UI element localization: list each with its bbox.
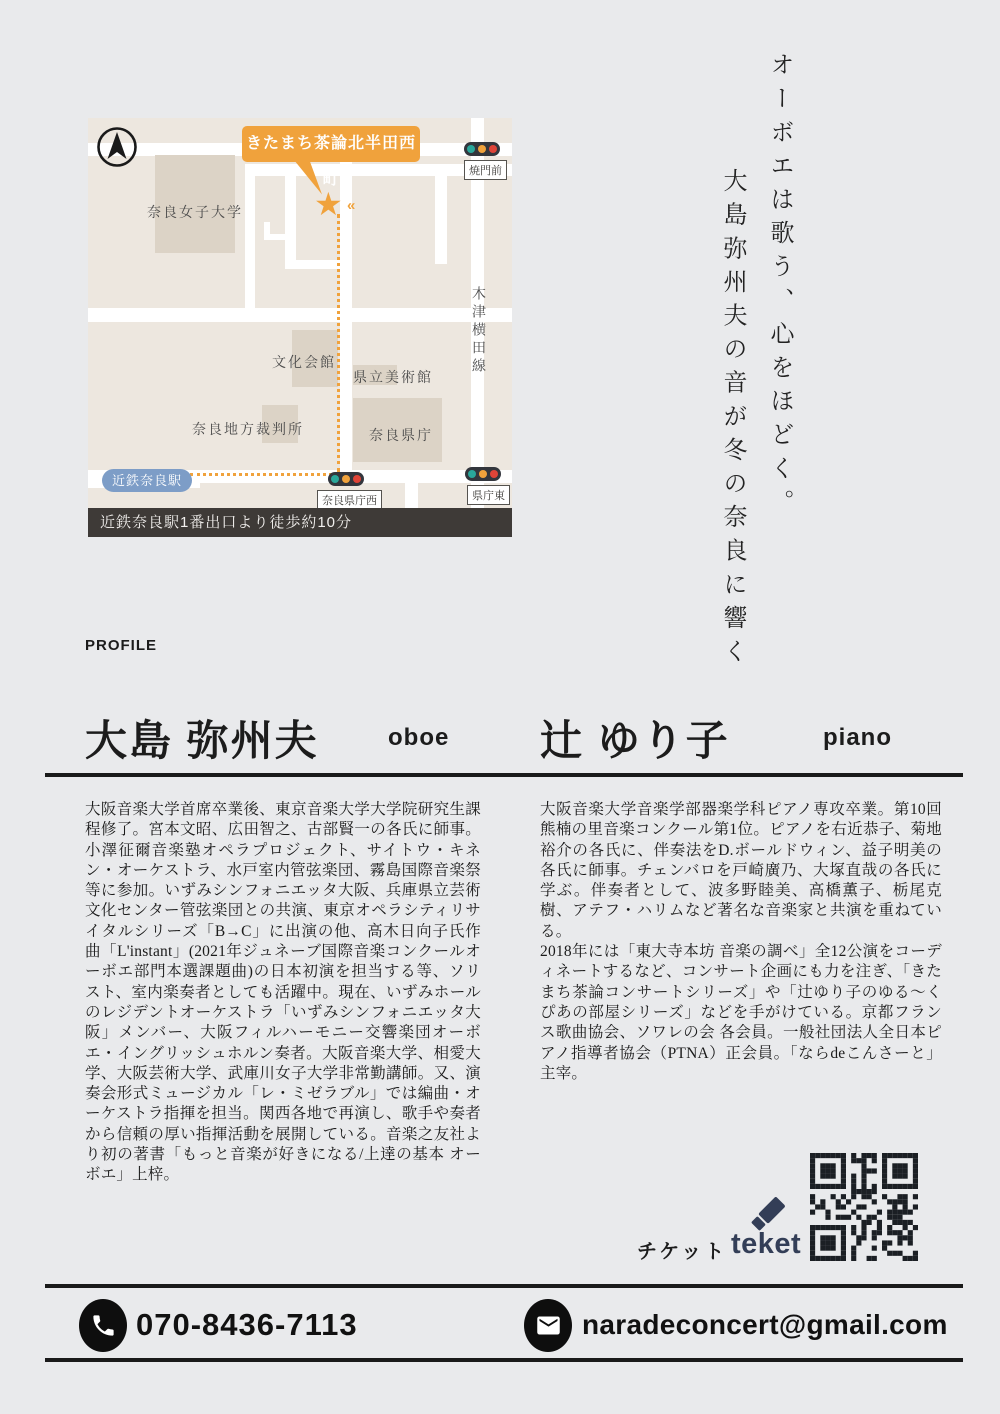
performer-instrument-piano: piano: [823, 724, 892, 751]
profile-section-label: PROFILE: [85, 637, 158, 654]
venue-callout: きたまち茶論北半田西町: [242, 126, 420, 162]
station-badge: 近鉄奈良駅: [102, 469, 192, 492]
signal-name-north: 焼門前: [464, 160, 507, 180]
performer-bio-oboe: 大阪音楽大学首席卒業後、東京音楽大学大学院研究生課程修了。宮本文昭、広田智之、古部賢一の各氏に師事。小澤征爾音楽塾オペラプロジェクト、サイトウ・キネン・オーケストラ、水戸室内管弦楽団、霧島国際音楽祭等に参加。いずみシンフォニエッタ大阪、兵庫県立芸術文化センター管弦楽団との共演、東京オペラシティリサイタルシリーズ「B→C」に出演の他、高木日向子氏作曲「L'instant」(2021年ジュネーブ国際音楽コンクールオーボエ部門本選課題曲)の日本初演を担当する等、ソリスト、室内楽奏者としても活躍中。現在、いずみホールのレジデントオーケストラ「いずみシンフォニエッタ大阪」メンバー、大阪フィルハーモニー交響楽団オーボエ・イングリッシュホルン奏者。大阪音楽大学、相愛大学、大阪芸術大学、武庫川女子大学非常勤講師。又、演奏会形式ミュージカル「レ・ミゼラブル」では編曲・オーケストラ指揮を担当。関西各地で再演し、歌手や奏者から信頼の厚い指揮活動を展開している。音楽之友社より初の著書「もっと音楽が好きになる/上達の基本 オーボエ」上梓。: [85, 801, 481, 1184]
map-label-pref-office: 奈良県庁: [369, 427, 433, 443]
signal-red-dot: [353, 475, 361, 483]
traffic-light-icon: [328, 472, 364, 486]
signal-yellow-dot: [478, 145, 486, 153]
map-label-road-name: 木津横田線: [471, 286, 487, 376]
access-map: [88, 118, 512, 508]
performer-name-oboe: 大島 弥州夫: [85, 717, 319, 764]
road: [285, 164, 296, 263]
performer-instrument-oboe: oboe: [388, 724, 450, 751]
map-access-note: 近鉄奈良駅1番出口より徒歩約10分: [88, 508, 512, 537]
map-label-district-court: 奈良地方裁判所: [192, 421, 304, 437]
venue-star-marker: ★: [314, 186, 343, 222]
walking-route-dotted-line: [337, 214, 340, 472]
signal-yellow-dot: [342, 475, 350, 483]
headline-vertical-line2: 大島弥州夫の音が冬の奈良に響く: [719, 168, 745, 672]
contact-email: naradeconcert@gmail.com: [582, 1309, 948, 1340]
signal-red-dot: [490, 470, 498, 478]
divider-rule: [45, 1358, 963, 1362]
venue-entrance-chevron: «: [347, 197, 356, 214]
north-arrow-icon: [96, 126, 138, 168]
map-label-culture-hall: 文化会館: [272, 354, 336, 370]
teket-brand-wordmark: teket: [731, 1228, 802, 1260]
divider-rule: [45, 773, 963, 777]
headline-vertical-line1: オーボエは歌う、心をほどく。: [766, 52, 792, 523]
signal-name-east: 県庁東: [467, 485, 510, 505]
signal-yellow-dot: [479, 470, 487, 478]
traffic-light-icon: [465, 467, 501, 481]
signal-name-west: 奈良県庁西: [317, 490, 382, 508]
envelope-icon: [524, 1299, 572, 1352]
bio-paragraph: 2018年には「東大寺本坊 音楽の調べ」全12公演をコーディネートするなど、コンサート企画にも力を注ぎ、「きたまち茶論コンサートシリーズ」や「辻ゆり子のゆる〜くぴあの部屋シリーズ」などを手がけている。京都フランス歌曲協会、ソワレの会 各会員。一般社団法人全日本ピアノ指導者協会（PTNA）正会員。「ならdeこんさーと」主宰。: [540, 943, 942, 1082]
signal-green-dot: [468, 470, 476, 478]
road: [435, 164, 447, 264]
ticket-label: チケット: [637, 1241, 728, 1263]
traffic-light-icon: [464, 142, 500, 156]
performer-name-piano: 辻 ゆり子: [540, 717, 730, 764]
signal-green-dot: [331, 475, 339, 483]
walking-route-dotted-line: [190, 473, 338, 476]
signal-red-dot: [489, 145, 497, 153]
map-label-museum: 県立美術館: [353, 369, 433, 385]
signal-green-dot: [467, 145, 475, 153]
map-label-university: 奈良女子大学: [147, 204, 243, 220]
bio-paragraph: 大阪音楽大学音楽学部器楽学科ピアノ専攻卒業。第10回熊楠の里音楽コンクール第1位。ピアノを右近恭子、菊地裕介の各氏に、伴奏法をD.ボールドウィン、益子明美の各氏に師事。チェンバロを戸崎廣乃、大塚直哉の各氏に学ぶ。伴奏者として、波多野睦美、高橋薫子、栃尾克樹、アテフ・ハリムなど著名な音楽家と共演を重ねている。: [540, 801, 942, 940]
road: [405, 483, 418, 508]
performer-bio-piano: [540, 800, 942, 1084]
divider-rule: [45, 1284, 963, 1288]
road: [88, 308, 512, 322]
contact-phone-number: 070-8436-7113: [136, 1307, 358, 1342]
road: [264, 234, 286, 240]
qr-code: [810, 1153, 918, 1261]
road: [245, 164, 255, 308]
phone-icon: [79, 1299, 127, 1352]
